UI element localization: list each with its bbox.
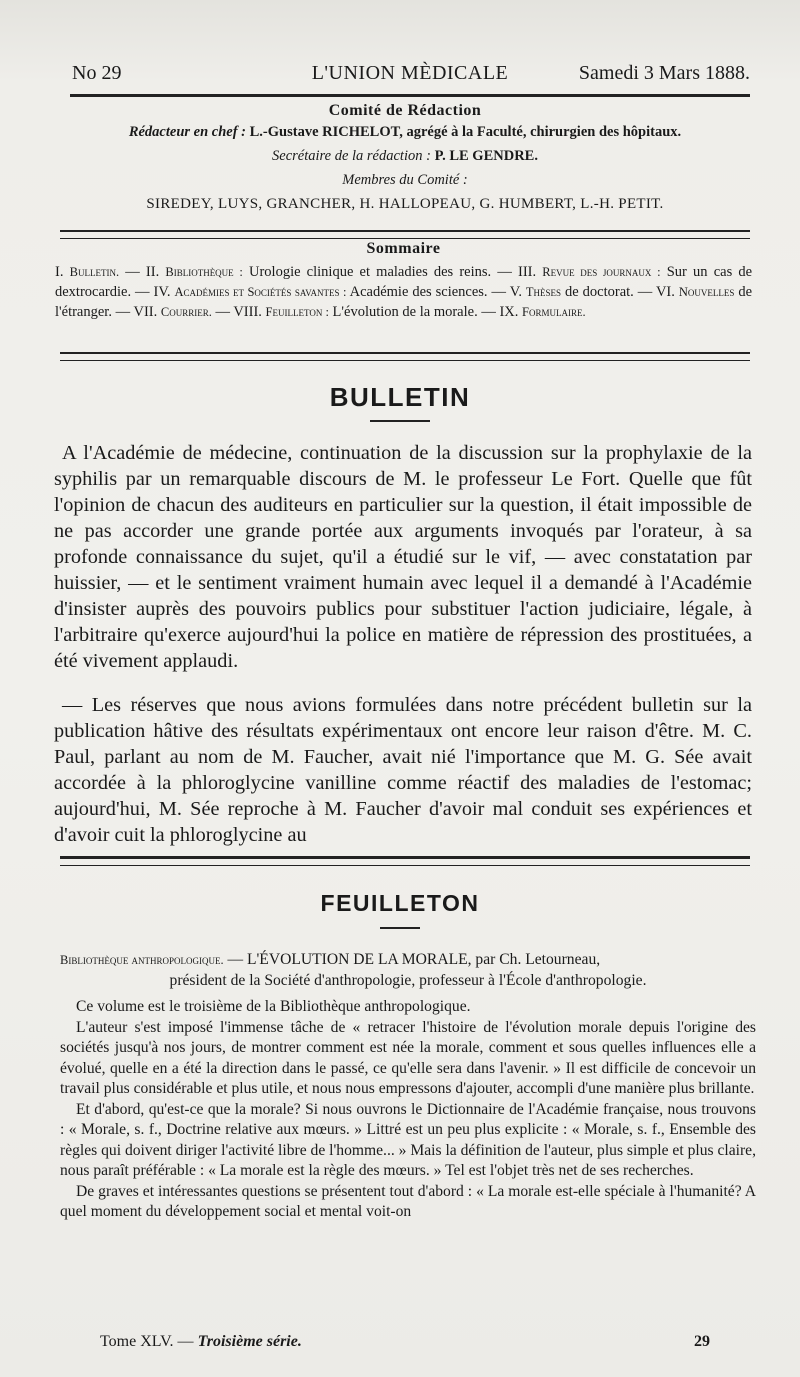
summary-item-text: Urologie clinique et maladies des reins. [242,264,492,280]
summary-item-heading: Feuilleton : [265,305,329,319]
summary-item-heading: Nouvelles [678,285,735,299]
summary-item [154,284,488,300]
page-number: 29 [694,1333,710,1350]
section-divider [60,856,750,866]
summary-item-number: VI. [655,284,679,300]
editorial-committee [60,100,750,216]
feuilleton-paragraph: Et d'abord, qu'est-ce que la morale? Si nous ouvrons le Dictionnaire de l'Académie française, nous trouvons : « Morale, s. f., Doctrine relative aux mœurs. » Littré est un peu plus explicite : « Morale, s. f., Ensemble des règles qui doivent diriger l'activité libre de l'homme... » Mais la définition de l'auteur, plus simple et plus claire, nous paraît préférable : « La morale est la règle des mœurs. » Tel est l'objet très net de ses recherches. [60,1100,756,1179]
heading-rule [370,420,430,422]
committee-title: Comité de Rédaction [328,102,482,119]
summary-item-number: II. [145,264,166,280]
feuilleton-heading: FEUILLETON [320,890,480,916]
summary-item-number: I. [55,264,70,280]
summary-item-heading: Bulletin. [69,265,120,279]
bulletin-body [54,440,752,848]
feuilleton-paragraph: De graves et intéressantes questions se présentent tout d'abord : « La morale est-elle spéciale à l'humanité? A quel moment du développement social et mental voit-on [60,1182,756,1220]
summary-item [510,284,634,300]
article-heading [60,950,756,971]
summary-body: I. Bulletin. — II. Bibliothèque : Urologie clinique et maladies des reins. — III. Revue des journaux : Sur un cas de dextrocardie. — IV. Académies et Sociétés savantes : Académie des sciences. — V. Thèses de doctorat. — VI. Nouvelles de l'étranger. — VII. Courrier. — VIII. Feuilleton : L'évolution de la morale. — IX. Formulaire. [55,264,753,320]
summary-item-heading: Académies et Sociétés savantes : [174,285,347,299]
summary-item-text: de doctorat. [561,284,634,300]
summary-item-heading: Thèses [525,285,562,299]
members-value: SIREDEY, LUYS, GRANCHER, H. HALLOPEAU, G. HUMBERT, L.-H. PETIT. [146,196,664,212]
section-divider [60,230,750,239]
summary-item-text: Académie des sciences. [346,284,488,300]
tome-label: Tome XLV. — [100,1333,194,1350]
summary-title: Sommaire [366,240,441,257]
summary-item-heading: Courrier. [160,305,212,319]
summary-item [55,264,119,280]
summary-item-text: L'évolution de la morale. [328,304,478,320]
summary-item [146,264,491,280]
issue-date: Samedi 3 Mars 1888. [578,62,750,84]
editor-value: L.-Gustave RICHELOT, agrégé à la Faculté, chirurgien des hôpitaux. [249,124,682,140]
feuilleton-body [60,950,756,1223]
secretary-value: P. LE GENDRE. [434,148,538,164]
summary-item-heading: Formulaire. [522,305,586,319]
summary-item-number: IX. [499,304,523,320]
feuilleton-paragraph: L'auteur s'est imposé l'immense tâche de « retracer l'histoire de l'évolution morale depuis l'origine des sociétés jusqu'à nos jours, de montrer comment est née la morale, comment et sous quelles influences elle a évolué, quelle en a été la direction dans le passé, ce qu'elle sera dans l'avenir. » Il est difficile de concevoir un travail plus considérable et plus utile, et nous nous empressons d'ajouter, accompli d'une manière plus brillante. [60,1018,756,1097]
issue-number: No 29 [72,62,122,84]
bulletin-paragraph: — Les réserves que nous avions formulées dans notre précédent bulletin sur la publication hâtive des résultats expérimentaux ont encore leur raison d'être. M. C. Paul, parlant au nom de M. Faucher, avait nié l'importance que M. G. Sée avait accordée à la phloroglycine vanilline comme réactif des maladies de l'estomac; aujourd'hui, M. Sée reproche à M. Faucher d'avoir mal conduit ses expériences et d'avoir cuit la phloroglycine au [54,694,752,846]
secretary-line [60,144,750,168]
summary-item [133,304,211,320]
journal-title: L'UNION MÈDICALE [311,62,509,84]
summary-item [499,304,585,320]
series-label: Troisième série. [197,1333,302,1350]
members-label: Membres du Comité : [342,172,468,188]
secretary-label: Secrétaire de la rédaction : [272,148,431,164]
summary-item-heading: Bibliothèque : [165,265,243,279]
members-label-line [60,168,750,192]
tome-line [100,1333,302,1351]
summary-item-number: IV. [153,284,175,300]
editor-in-chief-line [60,120,750,144]
summary-item-number: VIII. [233,304,266,320]
summary-item-number: III. [518,264,543,280]
feuilleton-paragraph: Ce volume est le troisième de la Bibliothèque anthropologique. [76,998,471,1015]
summary-section [55,240,752,322]
editor-label: Rédacteur en chef : [128,124,247,140]
summary-item-text: Sur un cas de dextrocardie. [55,264,753,300]
summary-item-heading: Revue des journaux : [542,265,661,279]
heading-rule [380,927,420,929]
section-divider [60,352,750,361]
summary-item-number: V. [509,284,526,300]
summary-item-text: de l'étranger. [55,284,753,320]
summary-item [233,304,477,320]
summary-item-number: VII. [133,304,161,320]
article-title: — L'ÉVOLUTION DE LA MORALE, par Ch. Letourneau, [227,951,601,968]
bulletin-paragraph: A l'Académie de médecine, continuation de la discussion sur la prophylaxie de la syphilis par un remarquable discours de M. le professeur Le Fort. Quelle que fût l'opinion de chacun des auditeurs en particulier sur la question, il était impossible de ne pas accorder une grande portée aux arguments invoqués par l'orateur, à sa profonde connaissance du sujet, qu'il a étudié sur le vif, — avec constatation par huissier, — et le sentiment vraiment humain avec lequel il a demandé à l'Académie d'insister auprès des pouvoirs publics pour substituer l'action judiciaire, légale, à l'arbitraire qu'exerce aujourd'hui la police en matière de répression des prostituées, a été vivement applaudi. [54,442,752,672]
article-subtitle: président de la Société d'anthropologie, professeur à l'École d'anthropologie. [169,971,647,989]
page-header [70,60,750,97]
article-section: Bibliothèque anthropologique. [60,953,224,967]
bulletin-heading: BULLETIN [329,382,471,412]
